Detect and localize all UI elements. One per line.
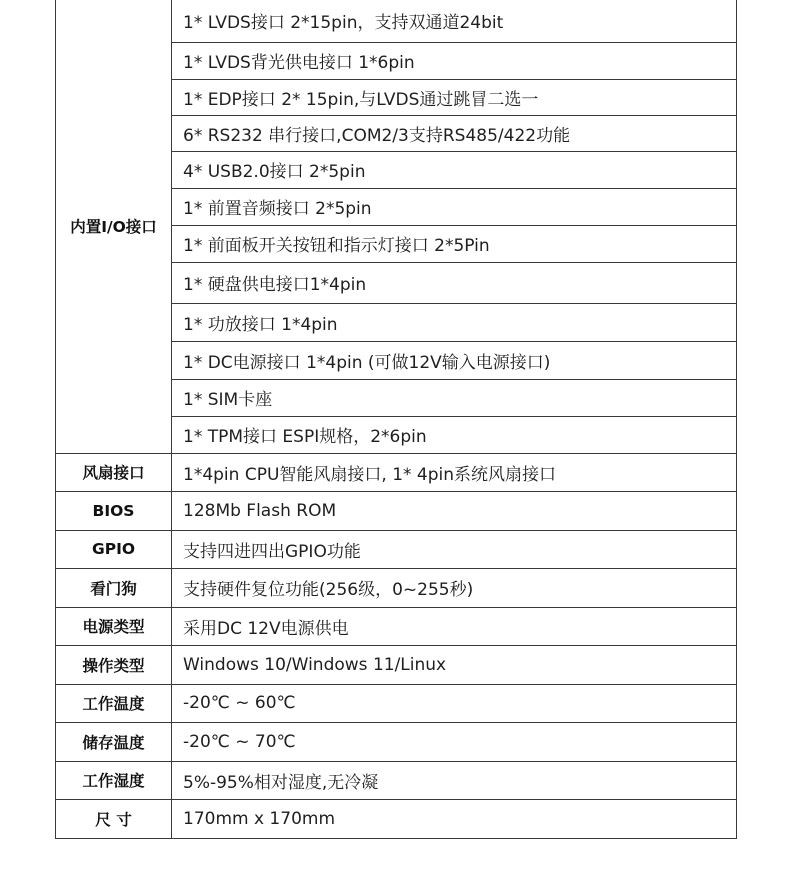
io-item: 1* LVDS接口 2*15pin，支持双通道24bit	[172, 0, 737, 42]
table-row	[56, 645, 737, 684]
spec-label: 工作湿度	[56, 761, 172, 799]
io-item: 1* 硬盘供电接口1*4pin	[172, 262, 737, 303]
spec-label: BIOS	[56, 491, 172, 530]
spec-value: -20℃ ~ 70℃	[172, 722, 737, 761]
spec-value: -20℃ ~ 60℃	[172, 684, 737, 722]
spec-value: 支持四进四出GPIO功能	[172, 530, 737, 568]
io-item: 1* LVDS背光供电接口 1*6pin	[172, 42, 737, 79]
spec-table	[55, 0, 737, 839]
table-row	[56, 568, 737, 607]
io-item: 1* EDP接口 2* 15pin,与LVDS通过跳冒二选一	[172, 79, 737, 115]
io-item: 1* 功放接口 1*4pin	[172, 303, 737, 341]
spec-value: 1*4pin CPU智能风扇接口, 1* 4pin系统风扇接口	[172, 453, 737, 491]
io-item: 1* 前面板开关按钮和指示灯接口 2*5Pin	[172, 225, 737, 262]
spec-label: 储存温度	[56, 722, 172, 761]
io-item: 1* SIM卡座	[172, 379, 737, 416]
table-row	[56, 530, 737, 568]
spec-value: 采用DC 12V电源供电	[172, 607, 737, 645]
spec-label: 操作类型	[56, 645, 172, 684]
io-item: 6* RS232 串行接口,COM2/3支持RS485/422功能	[172, 115, 737, 151]
table-row	[56, 607, 737, 645]
spec-label-io: 内置I/O接口	[56, 0, 172, 453]
spec-value: 170mm x 170mm	[172, 799, 737, 838]
spec-label: 风扇接口	[56, 453, 172, 491]
table-row	[56, 453, 737, 491]
table-row	[56, 0, 737, 42]
spec-label: 工作温度	[56, 684, 172, 722]
table-row	[56, 491, 737, 530]
io-item: 1* 前置音频接口 2*5pin	[172, 188, 737, 225]
table-row	[56, 799, 737, 838]
table-row	[56, 684, 737, 722]
io-item: 1* DC电源接口 1*4pin (可做12V输入电源接口)	[172, 341, 737, 379]
spec-value: 128Mb Flash ROM	[172, 491, 737, 530]
table-row	[56, 722, 737, 761]
io-item: 4* USB2.0接口 2*5pin	[172, 151, 737, 188]
spec-label: 电源类型	[56, 607, 172, 645]
spec-label: 看门狗	[56, 568, 172, 607]
spec-value: 支持硬件复位功能(256级，0~255秒)	[172, 568, 737, 607]
table-row	[56, 761, 737, 799]
spec-label: 尺 寸	[56, 799, 172, 838]
spec-value: Windows 10/Windows 11/Linux	[172, 645, 737, 684]
spec-label: GPIO	[56, 530, 172, 568]
spec-value: 5%-95%相对湿度,无冷凝	[172, 761, 737, 799]
io-item: 1* TPM接口 ESPI规格，2*6pin	[172, 416, 737, 453]
